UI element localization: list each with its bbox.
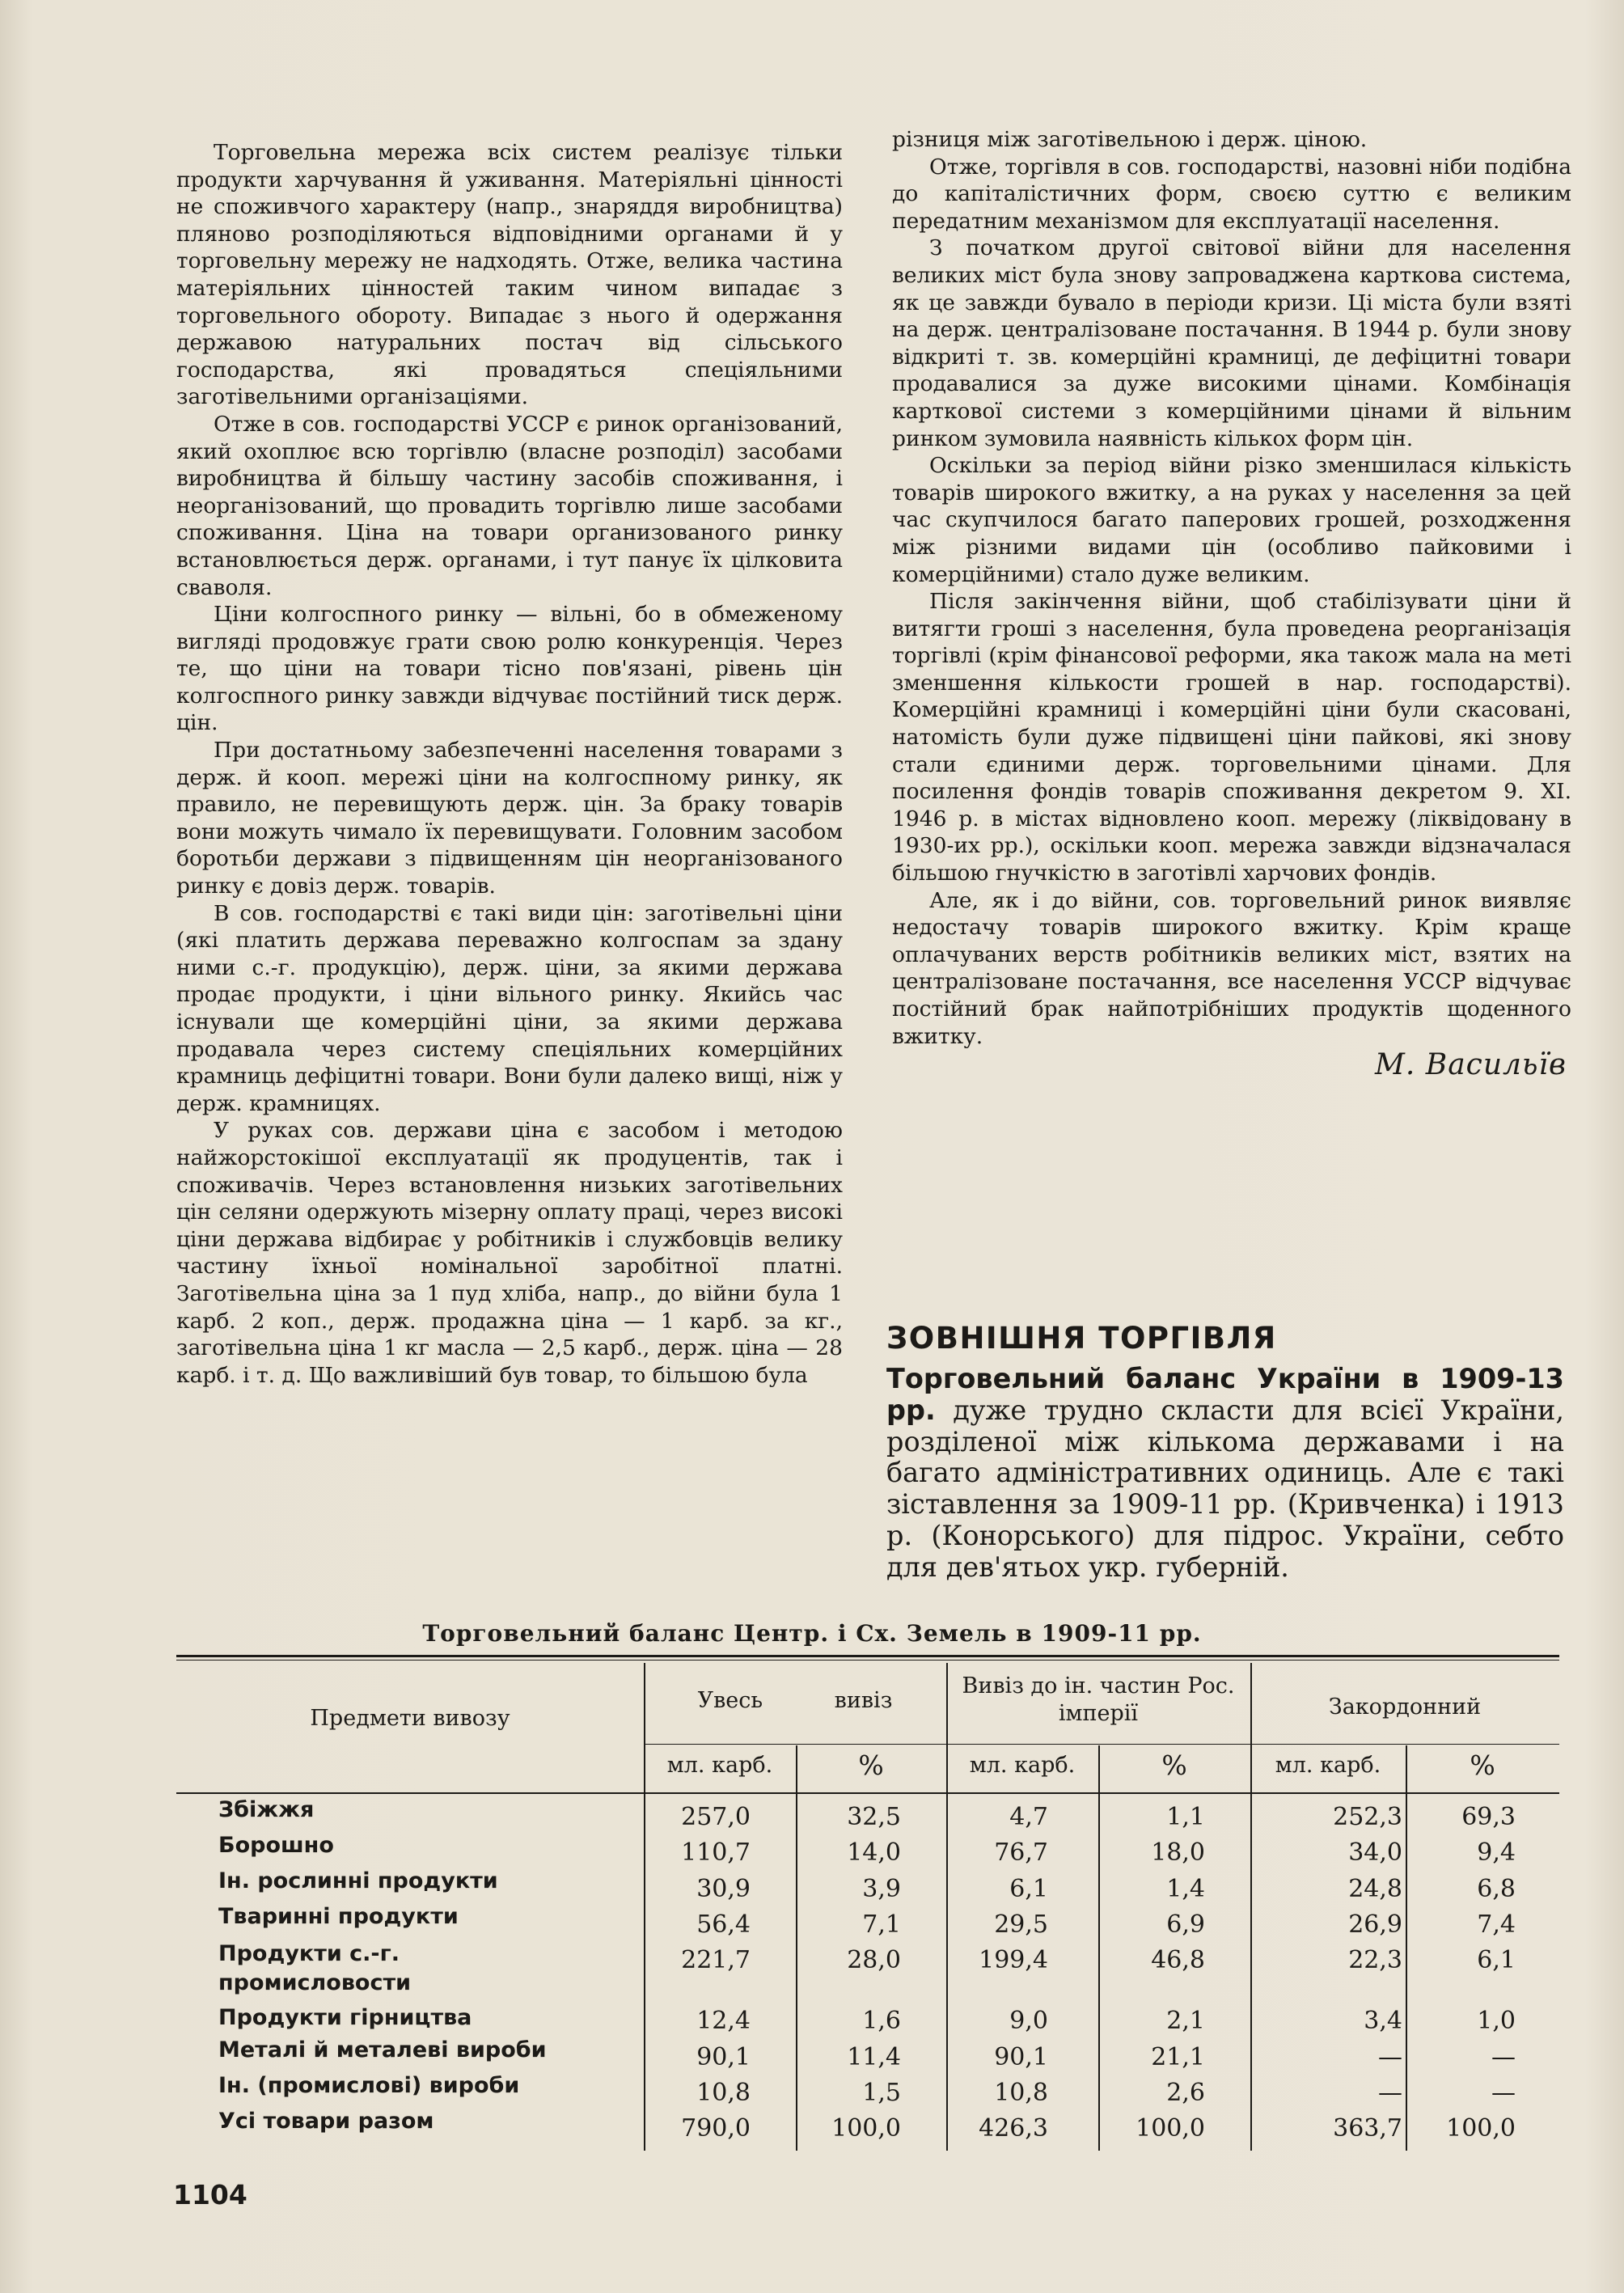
table-cell: 6,8 bbox=[1477, 1875, 1516, 1903]
paragraph: При достатньому забезпеченні населення товарами з держ. й кооп. мережі ціни на колгоспному ринку, як правило, не перевищують держ. цін. За браку товарів вони можуть чимало їх перевищувати. Головним засобом боротьби держави з підвищенням цін неорганізованого ринку є довіз держ. товарів. bbox=[176, 738, 843, 899]
intro-text: дуже трудно скласти для всієї України, розділеної між кількома державами і на багато адміністративних одиниць. Але є такі зіставлення за 1909-11 рр. (Кривченка) і 1913 р. (Конорського) для підрос. України, себто для дев'ятьох укр. губерній. bbox=[886, 1394, 1564, 1583]
paragraph: Отже, торгівля в сов. господарстві, назовні ніби подібна до капіталістичних форм, своєю суттю є великим передатним механізмом для експлуатації населення. bbox=[892, 154, 1571, 234]
column-divider bbox=[946, 1663, 948, 2151]
paragraph: Торговельна мережа всіх систем реалізує тільки продукти харчування й уживання. Матеріяльні цінності не споживчого характеру (напр., знаряддя виробництва) пляново розподіляються відповідними органами й у торговельну мережу не надходять. Отже, велика частина матеріяльних цінностей таким чином випадає з торговельного обороту. Випадає з нього й одержання державою натуральних постач від сільського господарства, які провадяться спеціяльними заготівельними організаціями. bbox=[176, 140, 843, 410]
table-cell: 7,4 bbox=[1477, 1910, 1516, 1939]
header-foreign: Закордонний bbox=[1328, 1694, 1482, 1720]
row-label: Продукти с.-г. промисловости bbox=[218, 1941, 412, 1995]
table-cell: 100,0 bbox=[1446, 2114, 1516, 2143]
table-cell: 221,7 bbox=[681, 1946, 751, 1974]
table-cell: — bbox=[1491, 2043, 1516, 2071]
table-cell: 69,3 bbox=[1461, 1803, 1516, 1831]
table-cell: 1,4 bbox=[1166, 1875, 1205, 1903]
page-number: 1104 bbox=[173, 2179, 247, 2211]
table-cell: 426,3 bbox=[979, 2114, 1048, 2143]
table-cell: 1,1 bbox=[1166, 1803, 1205, 1831]
right-column bbox=[892, 126, 1571, 1082]
row-label: Ін. рослинні продукти bbox=[218, 1868, 498, 1893]
section-title: ЗОВНІШНЯ ТОРГІВЛЯ bbox=[886, 1321, 1277, 1356]
table-cell: 11,4 bbox=[847, 2043, 901, 2071]
subheader-mln: мл. карб. bbox=[666, 1753, 773, 1778]
row-label: Продукти гірництва bbox=[218, 2005, 472, 2030]
table-cell: 90,1 bbox=[994, 2043, 1048, 2071]
table-cell: 3,4 bbox=[1364, 2007, 1402, 2035]
table-cell: 257,0 bbox=[681, 1803, 751, 1831]
header-export-russia: Вивіз до ін. частин Рос. імперії bbox=[962, 1673, 1235, 1726]
table-cell: 3,9 bbox=[862, 1875, 901, 1903]
paragraph: Отже в сов. господарстві УССР є ринок організований, який охоплює всю торгівлю (власне розподіл) засобами виробництва й більшу частину засобів споживання, і неорганізований, що провадить торгівлю лише засобами споживання. Ціна на товари организованого ринку встановлюється держ. органами, і тут панує їх цілковита сваволя. bbox=[176, 411, 843, 600]
table-cell: 6,1 bbox=[1009, 1875, 1048, 1903]
table-cell: 30,9 bbox=[696, 1875, 751, 1903]
table-cell: — bbox=[1378, 2079, 1402, 2107]
table-cell: 90,1 bbox=[696, 2043, 751, 2071]
table-cell: 199,4 bbox=[979, 1946, 1048, 1974]
subheader-pct: % bbox=[858, 1749, 884, 1781]
intro-lead: Торговельний баланс України в 1909-13 рр. bbox=[886, 1363, 1564, 1426]
table-cell: 10,8 bbox=[994, 2079, 1048, 2107]
table-cell: — bbox=[1491, 2079, 1516, 2107]
table-cell: 2,1 bbox=[1166, 2007, 1205, 2035]
table-cell: 26,9 bbox=[1348, 1910, 1402, 1939]
table-cell: 21,1 bbox=[1151, 2043, 1205, 2071]
paragraph: Після закінчення війни, щоб стабілізувати ціни й витягти гроші з населення, була проведена реорганізація торгівлі (крім фінансової реформи, яка також мала на меті зменшення кількости грошей в нар. господарстві). Комерційні крамниці і комерційні ціни були скасовані, натомість були дуже підвищені ціни пайкові, які знову стали єдиними держ. торговельними цінами. Для посилення фондів товарів споживання декретом 9. XI. 1946 р. в містах відновлено кооп. мережу (ліквідовану в 1930-их рр.), оскільки кооп. мережа завжди відзначалася більшою гнучкістю в заготівлі харчових фондів. bbox=[892, 589, 1571, 886]
table-cell: 18,0 bbox=[1151, 1838, 1205, 1867]
paragraph: Але, як і до війни, сов. торговельний ринок виявляє недостачу товарів широкого вжитку. Крім краще оплачуваних верств робітників великих міст, взятих на централізоване постачання, все населення УССР відчуває постійний брак найпотрібніших продуктів щоденного вжитку. bbox=[892, 887, 1571, 1049]
table-cell: 6,1 bbox=[1477, 1946, 1516, 1974]
row-label: Усі товари разом bbox=[218, 2109, 434, 2134]
table-cell: 100,0 bbox=[831, 2114, 901, 2143]
row-label: Ін. (промислові) вироби bbox=[218, 2073, 520, 2098]
paragraph: Ціни колгоспного ринку — вільні, бо в обмеженому вигляді продовжує грати свою ролю конкуренція. Через те, що ціни на товари тісно пов'язані, рівень цін колгоспного ринку завжди відчуває постійний тиск держ. цін. bbox=[176, 602, 843, 736]
table-cell: 252,3 bbox=[1333, 1803, 1402, 1831]
table-cell: 29,5 bbox=[994, 1910, 1048, 1939]
subheader-pct: % bbox=[1161, 1749, 1187, 1781]
table-cell: 32,5 bbox=[847, 1803, 901, 1831]
header-items: Предмети вивозу bbox=[310, 1706, 510, 1731]
section-intro bbox=[886, 1364, 1564, 1584]
table-cell: 790,0 bbox=[681, 2114, 751, 2143]
paragraph: З початком другої світової війни для населення великих міст була знову запроваджена карткова система, як це завжди бувало в періоди кризи. Ці міста були взяті на держ. централізоване постачання. В 1944 р. були знову відкриті т. зв. комерційні крамниці, де дефіцитні товари продавалися за дуже високими цінами. Комбінація карткової системи з комерційними цінами й вільним ринком зумовила наявність кількох форм цін. bbox=[892, 235, 1571, 451]
table-cell: 100,0 bbox=[1136, 2114, 1205, 2143]
table-cell: 4,7 bbox=[1009, 1803, 1048, 1831]
subheader-mln: мл. карб. bbox=[1275, 1753, 1381, 1778]
paragraph: Оскільки за період війни різко зменшилася кількість товарів широкого вжитку, а на руках у населення за цей час скупчилося багато паперових грошей, розходження між різними видами цін (особливо пайковими і комерційними) стало дуже великим. bbox=[892, 453, 1571, 587]
table-cell: 1,6 bbox=[862, 2007, 901, 2035]
column-divider bbox=[1098, 1745, 1100, 2151]
table-cell: 6,9 bbox=[1166, 1910, 1205, 1939]
table-cell: 2,6 bbox=[1166, 2079, 1205, 2107]
paragraph: різниця між заготівельною і держ. ціною. bbox=[892, 127, 1368, 152]
table-cell: 46,8 bbox=[1151, 1946, 1205, 1974]
table-cell: 1,5 bbox=[862, 2079, 901, 2107]
table-cell: 76,7 bbox=[994, 1838, 1048, 1867]
table-cell: 28,0 bbox=[847, 1946, 901, 1974]
column-divider bbox=[1406, 1745, 1407, 2151]
column-divider bbox=[644, 1663, 645, 2151]
table-cell: 24,8 bbox=[1348, 1875, 1402, 1903]
table-cell: 1,0 bbox=[1477, 2007, 1516, 2035]
row-label: Збіжжя bbox=[218, 1797, 315, 1822]
subheader-rule bbox=[644, 1744, 1559, 1745]
table-top-rule-thin bbox=[176, 1660, 1559, 1661]
table-cell: — bbox=[1378, 2043, 1402, 2071]
table-cell: 9,4 bbox=[1477, 1838, 1516, 1867]
table-cell: 7,1 bbox=[862, 1910, 901, 1939]
left-column bbox=[176, 139, 843, 1389]
table-cell: 9,0 bbox=[1009, 2007, 1048, 2035]
paragraph: У руках сов. держави ціна є засобом і методою найжорстокішої експлуатації як продуцентів, так і споживачів. Через встановлення низьких заготівельних цін селяни одержують мізерну оплату праці, через високі ціни держава відбирає у робітників і службовців велику частину їхньої номінальної заробітної платні. Заготівельна ціна за 1 пуд хліба, напр., до війни була 1 карб. 2 коп., держ. продажна ціна — 1 карб. за кг., заготівельна ціна 1 кг масла — 2,5 карб., держ. ціна — 28 карб. і т. д. Що важливіший був товар, то більшою була bbox=[176, 1118, 843, 1388]
table-cell: 14,0 bbox=[847, 1838, 901, 1867]
table-cell: 10,8 bbox=[696, 2079, 751, 2107]
table-caption: Торговельний баланс Центр. і Сх. Земель в 1909-11 рр. bbox=[422, 1620, 1202, 1647]
table-top-rule bbox=[176, 1655, 1559, 1657]
table-header-rule bbox=[176, 1792, 1559, 1794]
row-label: Борошно bbox=[218, 1833, 334, 1858]
column-divider bbox=[1250, 1663, 1252, 2151]
author-signature: М. Васильїв bbox=[1374, 1048, 1567, 1082]
table-cell: 363,7 bbox=[1333, 2114, 1402, 2143]
table-cell: 12,4 bbox=[696, 2007, 751, 2035]
header-total-export: Увесь вивіз bbox=[697, 1688, 893, 1713]
paragraph: В сов. господарстві є такі види цін: заготівельні ціни (які платить держава переважно колгоспам за здану ними с.-г. продукцію), держ. ціни, за якими держава продає продукти, і ціни вільного ринку. Якийсь час існували ще комерційні ціни, за якими держава продавала через систему спеціяльних комерційних крамниць дефіцитні товари. Вони були далеко вищі, ніж у держ. крамницях. bbox=[176, 900, 843, 1116]
row-label: Тваринні продукти bbox=[218, 1904, 459, 1929]
row-label: Металі й металеві вироби bbox=[218, 2037, 547, 2062]
column-divider bbox=[796, 1745, 797, 2151]
subheader-mln: мл. карб. bbox=[969, 1753, 1076, 1778]
table-cell: 22,3 bbox=[1348, 1946, 1402, 1974]
table-cell: 34,0 bbox=[1348, 1838, 1402, 1867]
table-cell: 56,4 bbox=[696, 1910, 751, 1939]
subheader-pct: % bbox=[1470, 1749, 1495, 1781]
table-cell: 110,7 bbox=[681, 1838, 751, 1867]
